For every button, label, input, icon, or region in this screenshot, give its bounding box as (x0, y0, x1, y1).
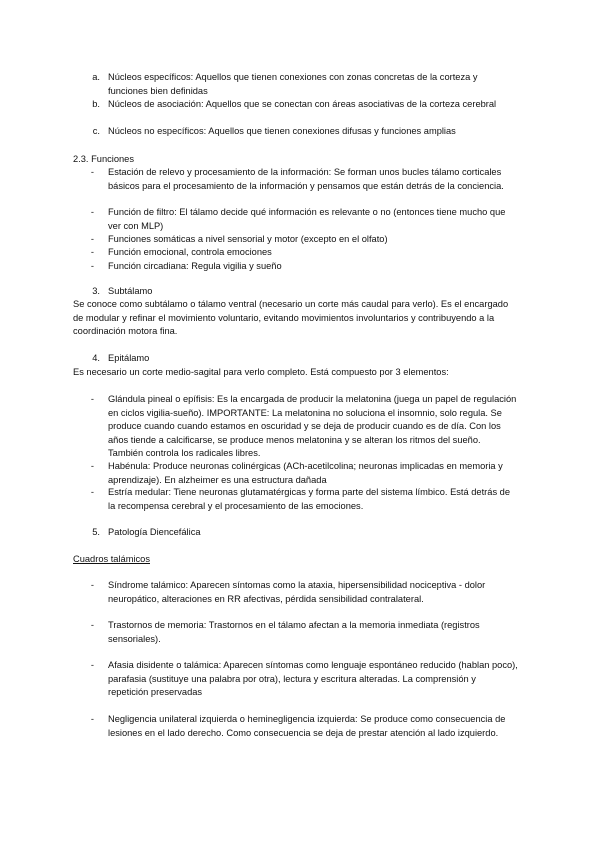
list-marker: - (90, 660, 94, 670)
list-item (90, 659, 518, 700)
list-item (90, 260, 518, 274)
list-item (90, 206, 518, 233)
list-item (90, 233, 518, 247)
list-marker: - (90, 234, 94, 244)
list-item-text: Habénula: Produce neuronas colinérgicas (ACh-acetilcolina; neuronas implicadas en memoria y aprendizaje). En alzheimer es una estructura dañada (108, 461, 503, 485)
list-marker: c. (92, 126, 100, 136)
list-item (92, 98, 518, 112)
section-heading-subtalamo (92, 285, 518, 299)
list-marker: - (90, 167, 94, 177)
section-heading-patologia (92, 526, 518, 540)
section-title: Patología Diencefálica (108, 527, 201, 537)
list-marker: - (90, 461, 94, 471)
list-marker: - (90, 487, 94, 497)
list-item-text: Negligencia unilateral izquierda o heminegligencia izquierda: Se produce como consecuencia de lesiones en el lado derecho. Como consecuencia se deja de prestar atención al lado izquierdo. (108, 714, 506, 738)
list-marker: - (90, 620, 94, 630)
list-item-text: Núcleos específicos: Aquellos que tienen conexiones con zonas concretas de la corteza y funciones bien definidas (108, 72, 478, 96)
section-number: 3. (92, 286, 100, 296)
list-item (90, 393, 518, 461)
section-number: 4. (92, 353, 100, 363)
list-item-text: Glándula pineal o epífisis: Es la encargada de producir la melatonina (juega un papel de regulación en ciclos vigilia-sueño). IMPORTANTE: La melatonina no soluciona el insomnio, solo regula. Se produce cuando cuando estamos en oscuridad y se deja de producir cuando es de día. Con los años tiende a calcificarse, se produce menos melatonina y se alteran los ritmos del sueño. También controla los radicales libres. (108, 394, 517, 459)
list-marker: - (90, 580, 94, 590)
list-item-text: Funciones somáticas a nivel sensorial y motor (excepto en el olfato) (108, 234, 388, 244)
list-marker: b. (92, 99, 100, 109)
list-item-text: Función de filtro: El tálamo decide qué información es relevante o no (entonces tiene mucho que ver con MLP) (108, 207, 506, 231)
section-heading-funciones: 2.3. Funciones (73, 154, 134, 164)
section-title: Subtálamo (108, 286, 153, 296)
list-marker: - (90, 714, 94, 724)
list-item-text: Estría medular: Tiene neuronas glutamatérgicas y forma parte del sistema límbico. Está detrás de la recompensa cerebral y el procesamiento de las emociones. (108, 487, 511, 511)
list-item (90, 486, 518, 513)
paragraph-subtalamo: Se conoce como subtálamo o tálamo ventral (necesario un corte más caudal para verlo). Es el encargado de modular y refinar el movimiento voluntario, evitando movimientos involuntarios y contribuyendo a la coordinación motora fina. (73, 299, 509, 337)
list-item-text: Afasia disidente o talámica: Aparecen síntomas como lenguaje espontáneo reducido (hablan poco), parafasia (sustituye una palabra por otra), lectura y escritura alteradas. La comprensión y repetición preservadas (108, 660, 518, 698)
list-item-text: Función circadiana: Regula vigilia y sueño (108, 261, 282, 271)
list-item (90, 166, 518, 193)
section-heading-epitalamo (92, 352, 518, 366)
list-item-text: Función emocional, controla emociones (108, 247, 272, 257)
list-marker: - (90, 207, 94, 217)
list-marker: - (90, 394, 94, 404)
list-marker: - (90, 247, 94, 257)
list-item (90, 246, 518, 260)
list-item-text: Estación de relevo y procesamiento de la información: Se forman unos bucles tálamo corticales básicos para el procesamiento de la información y pensamos que están detrás de la conciencia. (108, 167, 504, 191)
section-title: Epitálamo (108, 353, 150, 363)
list-item (90, 460, 518, 487)
list-item (90, 713, 518, 740)
list-item-text: Núcleos no específicos: Aquellos que tienen conexiones difusas y funciones amplias (108, 126, 456, 136)
list-item (92, 71, 518, 98)
list-item (90, 579, 518, 606)
list-item (92, 125, 518, 139)
list-marker: a. (92, 72, 100, 82)
list-marker: - (90, 261, 94, 271)
list-item (90, 619, 518, 646)
list-item-text: Núcleos de asociación: Aquellos que se conectan con áreas asociativas de la corteza cerebral (108, 99, 497, 109)
list-item-text: Síndrome talámico: Aparecen síntomas como la ataxia, hipersensibilidad nociceptiva - dolor neuropático, alteraciones en RR afectivas, pérdida sensibilidad contralateral. (108, 580, 486, 604)
list-item-text: Trastornos de memoria: Trastornos en el tálamo afectan a la memoria inmediata (registros sensoriales). (108, 620, 480, 644)
paragraph-epitalamo: Es necesario un corte medio-sagital para verlo completo. Está compuesto por 3 elementos: (73, 367, 449, 377)
subheading-cuadros-talamicos: Cuadros talámicos (73, 554, 150, 564)
section-number: 5. (92, 527, 100, 537)
